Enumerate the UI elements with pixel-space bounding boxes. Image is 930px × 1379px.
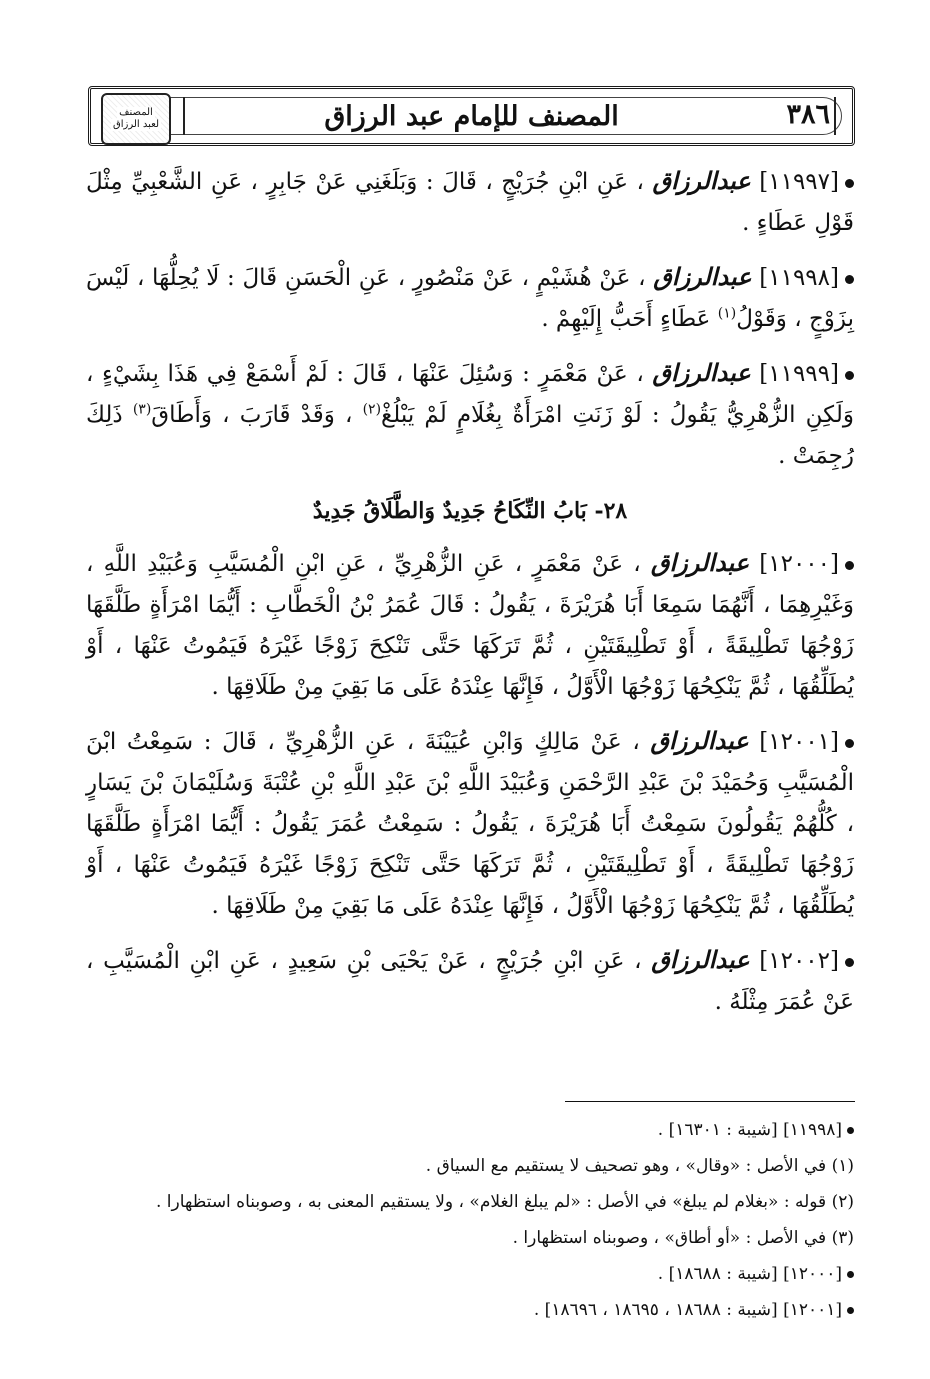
bullet-icon — [847, 1271, 854, 1278]
hadith-number: [١٢٠٠١] — [759, 729, 840, 755]
footnote-text: [١٢٠٠٠] [شيبة : ١٨٦٨٨] . — [657, 1264, 842, 1284]
hadith-entry-12001 — [86, 720, 854, 927]
hadith-text: ، عَنِ ابْنِ جُرَيْجٍ ، قَالَ : وَبَلَغَنِي عَنْ جَابِرٍ ، عَنِ الشَّعْبِيِّ مِثْلَ قَوْلِ عَطَاءٍ . — [86, 169, 854, 236]
hadith-number: [١١٩٩٧] — [759, 169, 839, 195]
hadith-number: [١٢٠٠٠] — [759, 551, 839, 577]
hadith-text-cont: ، وَقَدْ قَارَبَ ، وَأَطَاقَ — [151, 402, 353, 428]
bullet-icon — [845, 739, 854, 748]
footnote-text: (٢) قوله : «بغلام لم يبلغ» في الأصل : «لم يبلغ الغلام» ، ولا يستقيم المعنى به ، وصوبناه استظهارا . — [155, 1192, 854, 1212]
hadith-number: [١٢٠٠٢] — [759, 948, 840, 974]
bullet-icon — [847, 1307, 854, 1314]
hadith-text: ، عَنْ مَعْمَرٍ : وَسُئِلَ عَنْهَا ، قَالَ : لَمْ أَسْمَعْ فِي هَذَا بِشَيْءٍ ، وَلَكِنِ الزُّهْرِيُّ يَقُولُ : لَوْ زَنَتِ امْرَأَةٌ بِغُلَامٍ لَمْ يَبْلُغْ — [86, 361, 854, 428]
hadith-entry-11997 — [86, 160, 854, 244]
footnote-separator — [565, 1101, 855, 1102]
header-ornament-right — [834, 97, 846, 135]
seal-text-bottom: لعبد الرزاق — [112, 119, 160, 130]
footnote-ref[interactable]: (٢) — [362, 401, 382, 418]
hadith-text-end: ذَلِكَ رُجِمَتْ . — [86, 402, 854, 469]
footnote-text: (٣) في الأصل : «أو أطاق» ، وصوبناه استظهارا . — [512, 1228, 854, 1248]
footnote-source-11998 — [100, 1112, 854, 1148]
footnote-1 — [100, 1148, 854, 1184]
publisher-seal-icon — [101, 93, 171, 145]
bullet-icon — [845, 275, 854, 284]
hadith-author: عبدالرزاق — [653, 262, 752, 291]
footnote-source-12001 — [100, 1292, 854, 1328]
bullet-icon — [845, 561, 854, 570]
footnote-3 — [100, 1220, 854, 1256]
hadith-author: عبدالرزاق — [652, 358, 751, 387]
footnote-text: [١١٩٩٨] [شيبة : ١٦٣٠١] . — [657, 1120, 842, 1140]
hadith-entry-12000 — [86, 542, 854, 708]
hadith-text: ، عَنِ ابْنِ جُرَيْجٍ ، عَنْ يَحْيَى بْنِ سَعِيدٍ ، عَنِ ابْنِ الْمُسَيَّبِ ، عَنْ عُمَرَ مِثْلَهُ . — [86, 948, 854, 1015]
footnote-text: (١) في الأصل : «وقال» ، وهو تصحيف لا يستقيم مع السياق . — [425, 1156, 854, 1176]
footnote-ref[interactable]: (١) — [717, 305, 737, 322]
seal-text-top: المصنف — [119, 107, 153, 118]
hadith-entry-11998 — [86, 256, 854, 340]
bullet-icon — [845, 371, 854, 380]
hadith-number: [١١٩٩٨] — [759, 265, 839, 291]
hadith-author: عبدالرزاق — [651, 945, 750, 974]
main-text — [86, 160, 854, 1035]
running-title: المصنف للإمام عبد الرزاق — [324, 100, 619, 132]
hadith-entry-12002 — [86, 939, 854, 1023]
footnote-source-12000 — [100, 1256, 854, 1292]
hadith-text-cont: عَطَاءٍ أَحَبُّ إِلَيْهِمْ . — [541, 306, 711, 332]
footnote-2 — [100, 1184, 854, 1220]
hadith-text: ، عَنْ مَعْمَرٍ ، عَنِ الزُّهْرِيِّ ، عَنِ ابْنِ الْمُسَيَّبِ وَعُبَيْدِ اللَّهِ ، وَغَيْرِهِمَا ، أَنَّهُمَا سَمِعَا أَبَا هُرَيْرَةَ ، يَقُولُ : قَالَ عُمَرُ بْنُ الْخَطَّابِ : أَيُّمَا امْرَأَةٍ طَلَّقَهَا زَوْجُهَا تَطْلِيقَةً ، أَوْ تَطْلِيقَتَيْنِ ، ثُمَّ تَرَكَهَا حَتَّى تَنْكِحَ زَوْجًا غَيْرَهُ فَيَمُوتُ عَنْهَا ، أَوْ يُطَلِّقُهَا ، ثُمَّ يَنْكِحُهَا زَوْجُهَا الْأَوَّلُ ، فَإِنَّهَا عِنْدَهُ عَلَى مَا بَقِيَ مِنْ طَلَاقِهَا . — [86, 551, 854, 700]
hadith-text: ، عَنْ هُشَيْمٍ ، عَنْ مَنْصُورٍ ، عَنِ الْحَسَنِ قَالَ : لَا يُحِلُّهَا ، لَيْسَ بِزَوْجٍ ، وَقَوْلُ — [86, 265, 854, 332]
page-number: ٣٨٦ — [786, 99, 830, 130]
footnote-ref[interactable]: (٣) — [132, 401, 152, 418]
header-ornament-left — [173, 97, 185, 135]
footnote-text: [١٢٠٠١] [شيبة : ١٨٦٨٨ ، ١٨٦٩٥ ، ١٨٦٩٦] . — [533, 1300, 842, 1320]
chapter-heading: ٢٨- بَابُ النِّكَاحُ جَدِيدٌ وَالطَّلَاقُ جَدِيدٌ — [312, 498, 628, 524]
footnotes — [100, 1112, 854, 1328]
hadith-entry-11999 — [86, 352, 854, 477]
hadith-author: عبدالرزاق — [650, 548, 750, 577]
hadith-author: عبدالرزاق — [650, 726, 749, 755]
hadith-text: ، عَنْ مَالِكٍ وَابْنِ عُيَيْنَةَ ، عَنِ الزُّهْرِيِّ ، قَالَ : سَمِعْتُ ابْنَ الْمُسَيَّبِ وَحُمَيْدَ بْنَ عَبْدِ الرَّحْمَنِ وَعُبَيْدَ اللَّهِ بْنَ عَبْدِ اللَّهِ بْنِ عُتْبَةَ وَسُلَيْمَانَ بْنَ يَسَارٍ ، كُلُّهُمْ يَقُولُونَ سَمِعْتُ أَبَا هُرَيْرَةَ ، يَقُولُ : سَمِعْتُ عُمَرَ يَقُولُ : أَيُّمَا امْرَأَةٍ طَلَّقَهَا زَوْجُهَا تَطْلِيقَةً ، أَوْ تَطْلِيقَتَيْنِ ، ثُمَّ تَرَكَهَا حَتَّى تَنْكِحَ زَوْجًا غَيْرَهُ فَيَمُوتُ عَنْهَا ، أَوْ يُطَلِّقُهَا ، ثُمَّ يَنْكِحُهَا زَوْجُهَا الْأَوَّلُ ، فَإِنَّهَا عِنْدَهُ عَلَى مَا بَقِيَ مِنْ طَلَاقِهَا . — [86, 729, 854, 919]
bullet-icon — [847, 1127, 854, 1134]
hadith-number: [١١٩٩٩] — [759, 361, 839, 387]
hadith-author: عبدالرزاق — [652, 166, 751, 195]
bullet-icon — [845, 179, 854, 188]
bullet-icon — [845, 958, 854, 967]
running-header — [88, 86, 855, 146]
